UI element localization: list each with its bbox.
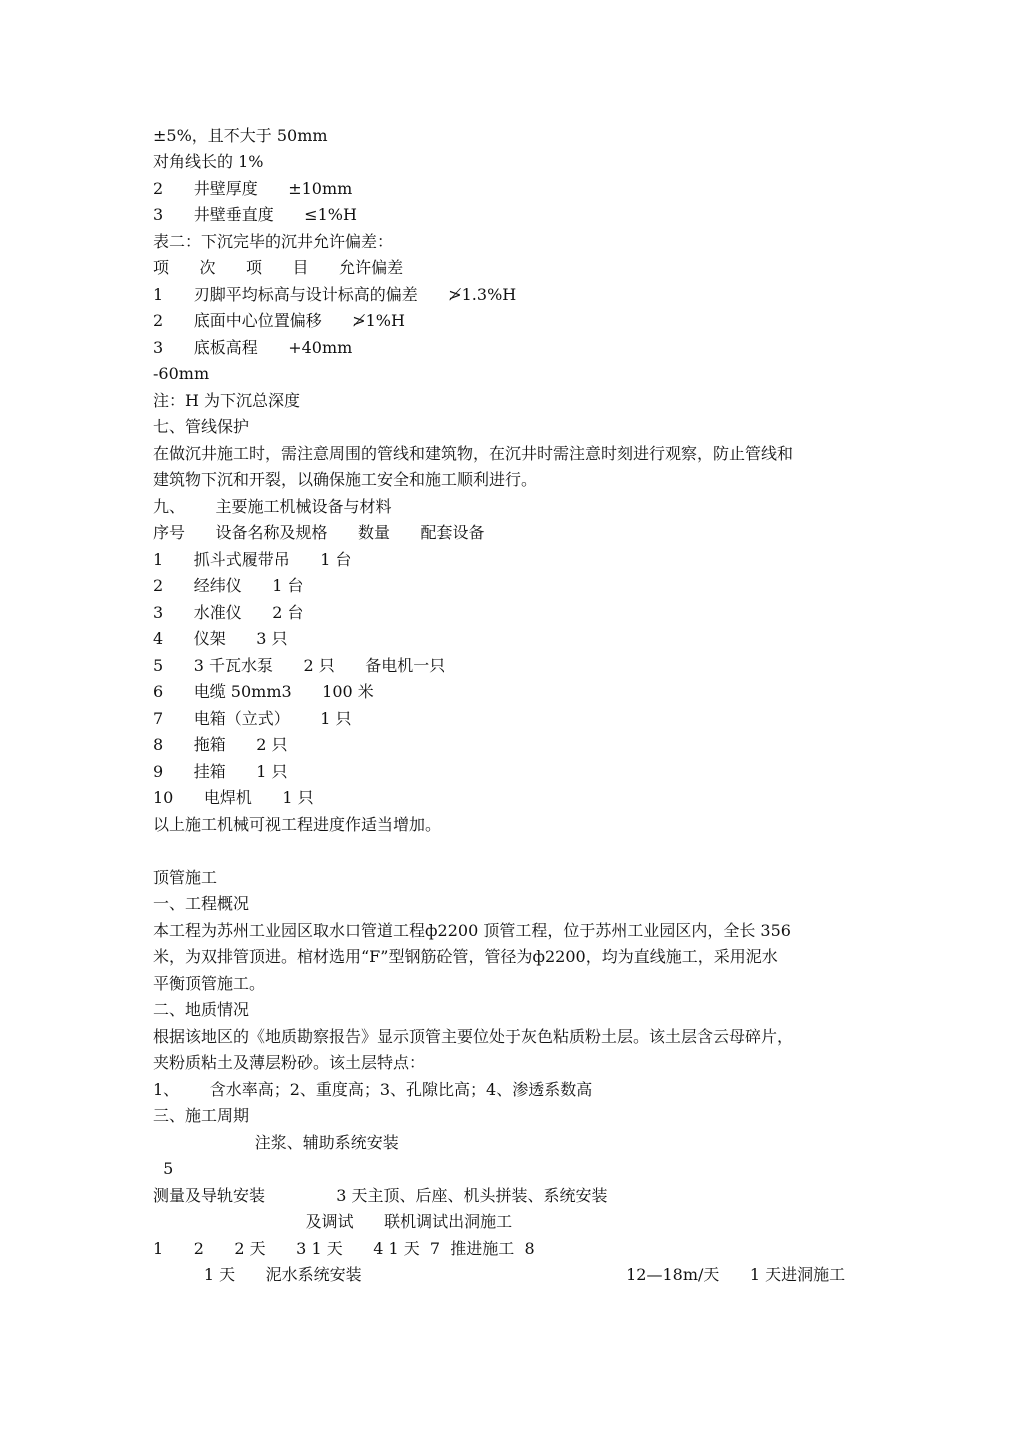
text-line: 1 刃脚平均标高与设计标高的偏差 ≯1.3%H xyxy=(153,285,517,304)
text-line: 2 底面中心位置偏移 ≯1%H xyxy=(153,311,405,330)
table-header: 项 次 项 目 允许偏差 xyxy=(153,258,404,277)
paragraph-line: 建筑物下沉和开裂，以确保施工安全和施工顺利进行。 xyxy=(153,470,538,489)
schedule-line: 1 天 泥水系统安装 12—18m/天 1 天进洞施工 xyxy=(153,1265,846,1284)
text-line: 对角线长的 1% xyxy=(153,152,264,171)
equipment-row: 2 经纬仪 1 台 xyxy=(153,576,304,595)
equipment-row: 10 电焊机 1 只 xyxy=(153,788,314,807)
schedule-line: 5 xyxy=(153,1159,174,1178)
text-line: 2 井壁厚度 ±10mm xyxy=(153,179,353,198)
section-heading: 一、工程概况 xyxy=(153,894,250,913)
text-line: ±5%，且不大于 50mm xyxy=(153,126,328,145)
paragraph-line: 1、 含水率高；2、重度高；3、孔隙比高；4、渗透系数高 xyxy=(153,1080,593,1099)
paragraph-line: 米，为双排管顶进。棺材选用“F”型钢筋砼管，管径为ф2200，均为直线施工，采用泥水 xyxy=(153,947,778,966)
text-line: 以上施工机械可视工程进度作适当增加。 xyxy=(153,815,442,834)
note-line: 注：H 为下沉总深度 xyxy=(153,391,301,410)
text-line: 表二：下沉完毕的沉井允许偏差： xyxy=(153,232,394,251)
section-heading: 七、管线保护 xyxy=(153,417,250,436)
paragraph-line: 根据该地区的《地质勘察报告》显示顶管主要位处于灰色粘质粉土层。该土层含云母碎片， xyxy=(153,1027,794,1046)
equipment-row: 1 抓斗式履带吊 1 台 xyxy=(153,550,352,569)
table-header: 序号 设备名称及规格 数量 配套设备 xyxy=(153,523,485,542)
section-heading: 三、施工周期 xyxy=(153,1106,250,1125)
equipment-row: 4 仪架 3 只 xyxy=(153,629,288,648)
schedule-line: 及调试 联机调试出洞施工 xyxy=(153,1212,513,1231)
text-line: 3 井壁垂直度 ≤1%H xyxy=(153,205,357,224)
paragraph-line: 在做沉井施工时，需注意周围的管线和建筑物，在沉井时需注意时刻进行观察，防止管线和 xyxy=(153,444,794,463)
paragraph-line: 夹粉质粘土及薄层粉砂。该土层特点： xyxy=(153,1053,426,1072)
equipment-row: 9 挂箱 1 只 xyxy=(153,762,288,781)
schedule-line: 1 2 2 天 3 1 天 4 1 天 7 推进施工 8 xyxy=(153,1239,535,1258)
equipment-row: 3 水准仪 2 台 xyxy=(153,603,304,622)
equipment-row: 7 电箱（立式） 1 只 xyxy=(153,709,352,728)
text-line: 3 底板高程 +40mm xyxy=(153,338,353,357)
section-heading: 二、地质情况 xyxy=(153,1000,250,1019)
schedule-line: 注浆、辅助系统安装 xyxy=(153,1133,399,1152)
section-heading: 九、 主要施工机械设备与材料 xyxy=(153,497,392,516)
equipment-row: 6 电缆 50mm3 100 米 xyxy=(153,682,374,701)
paragraph-line: 本工程为苏州工业园区取水口管道工程ф2200 顶管工程，位于苏州工业园区内，全长 356 xyxy=(153,921,791,940)
equipment-row: 5 3 千瓦水泵 2 只 备电机一只 xyxy=(153,656,446,675)
equipment-row: 8 拖箱 2 只 xyxy=(153,735,288,754)
paragraph-line: 平衡顶管施工。 xyxy=(153,974,266,993)
text-line: -60mm xyxy=(153,364,210,383)
schedule-line: 测量及导轨安装 3 天主顶、后座、机头拼装、系统安装 xyxy=(153,1186,608,1205)
section-title: 顶管施工 xyxy=(153,868,218,887)
